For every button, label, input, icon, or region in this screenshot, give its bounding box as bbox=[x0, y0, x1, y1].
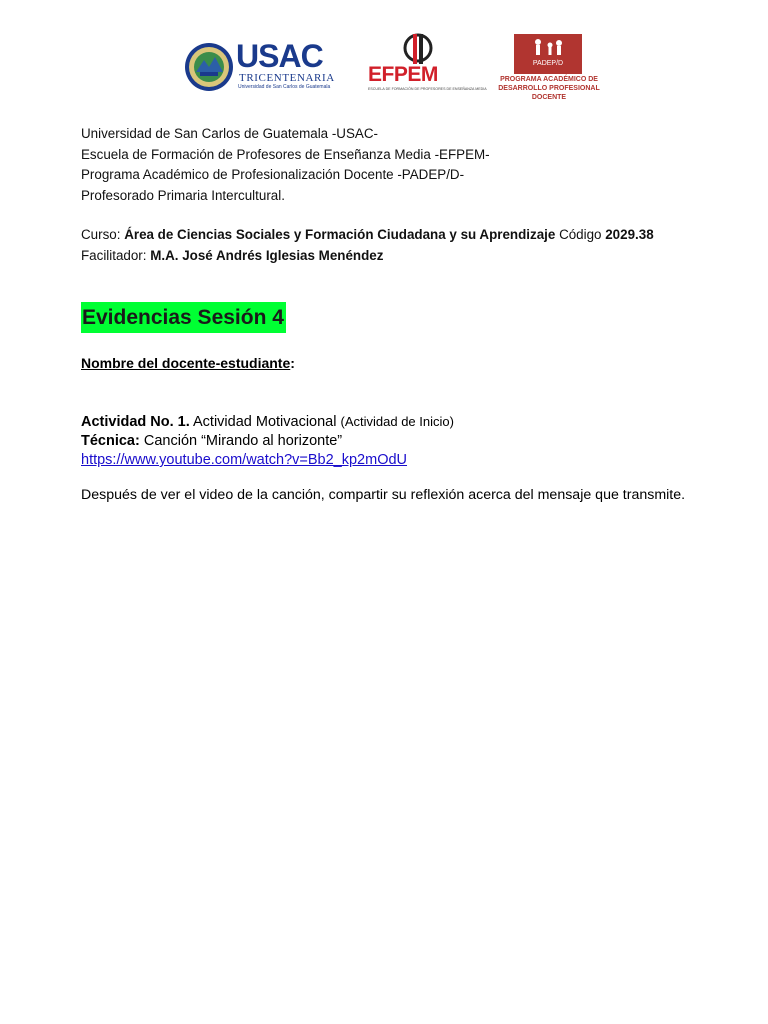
activity-name: Actividad Motivacional bbox=[193, 414, 337, 430]
course-code-label: Código bbox=[559, 227, 602, 242]
efpem-logo bbox=[366, 30, 487, 96]
activity-block bbox=[81, 412, 454, 470]
usac-logo bbox=[184, 38, 344, 92]
usac-tagline: Universidad de San Carlos de Guatemala bbox=[238, 84, 331, 90]
course-label: Curso: bbox=[81, 227, 121, 242]
efpem-tagline: ESCUELA DE FORMACIÓN DE PROFESORES DE ENSEÑANZA MEDIA bbox=[368, 87, 487, 91]
header-line-university: Universidad de San Carlos de Guatemala -USAC- bbox=[81, 126, 378, 141]
activity-note: (Actividad de Inicio) bbox=[340, 414, 454, 429]
section-title: Evidencias Sesión 4 bbox=[81, 302, 286, 333]
institution-header bbox=[81, 124, 490, 206]
padep-logo bbox=[494, 34, 604, 101]
efpem-emblem-icon bbox=[366, 30, 470, 66]
facilitator-name: M.A. José Andrés Iglesias Menéndez bbox=[150, 247, 384, 263]
usac-title: USAC bbox=[236, 38, 323, 74]
video-link[interactable]: https://www.youtube.com/watch?v=Bb2_kp2mOdU bbox=[81, 452, 408, 468]
course-code: 2029.38 bbox=[605, 227, 654, 242]
technique-label: Técnica: bbox=[81, 433, 140, 449]
student-name-colon: : bbox=[290, 355, 295, 371]
course-name: Área de Ciencias Sociales y Formación Ciudadana y su Aprendizaje bbox=[124, 227, 556, 242]
instruction-paragraph: Después de ver el video de la canción, compartir su reflexión acerca del mensaje que transmite. bbox=[81, 487, 686, 503]
activity-label: Actividad No. 1. bbox=[81, 414, 190, 430]
header-line-school: Escuela de Formación de Profesores de Enseñanza Media -EFPEM- bbox=[81, 146, 490, 162]
header-line-program: Programa Académico de Profesionalización Docente -PADEP/D- bbox=[81, 167, 465, 183]
logo-bar bbox=[0, 30, 768, 101]
family-icon bbox=[514, 34, 582, 74]
header-line-degree: Profesorado Primaria Intercultural. bbox=[81, 187, 285, 203]
efpem-title: EFPEM bbox=[368, 63, 438, 86]
video-link-line bbox=[81, 451, 454, 470]
technique-line bbox=[81, 432, 454, 451]
activity-line bbox=[81, 412, 454, 432]
padep-badge bbox=[514, 34, 582, 74]
usac-seal-icon bbox=[184, 42, 234, 92]
facilitator-line bbox=[81, 246, 654, 267]
course-line bbox=[81, 225, 654, 246]
padep-caption bbox=[494, 75, 604, 102]
student-name-line bbox=[81, 354, 295, 372]
student-name-label: Nombre del docente-estudiante bbox=[81, 355, 291, 371]
course-info bbox=[81, 225, 654, 266]
technique-value: Canción “Mirando al horizonte” bbox=[143, 433, 343, 449]
padep-caption-line1: PROGRAMA ACADÉMICO DE bbox=[500, 76, 598, 83]
usac-subtitle: TRICENTENARIA bbox=[239, 72, 335, 84]
facilitator-label: Facilitador: bbox=[81, 247, 147, 263]
padep-caption-line2: DESARROLLO PROFESIONAL DOCENTE bbox=[498, 85, 600, 101]
padep-badge-label: PADEP/D bbox=[532, 60, 564, 67]
